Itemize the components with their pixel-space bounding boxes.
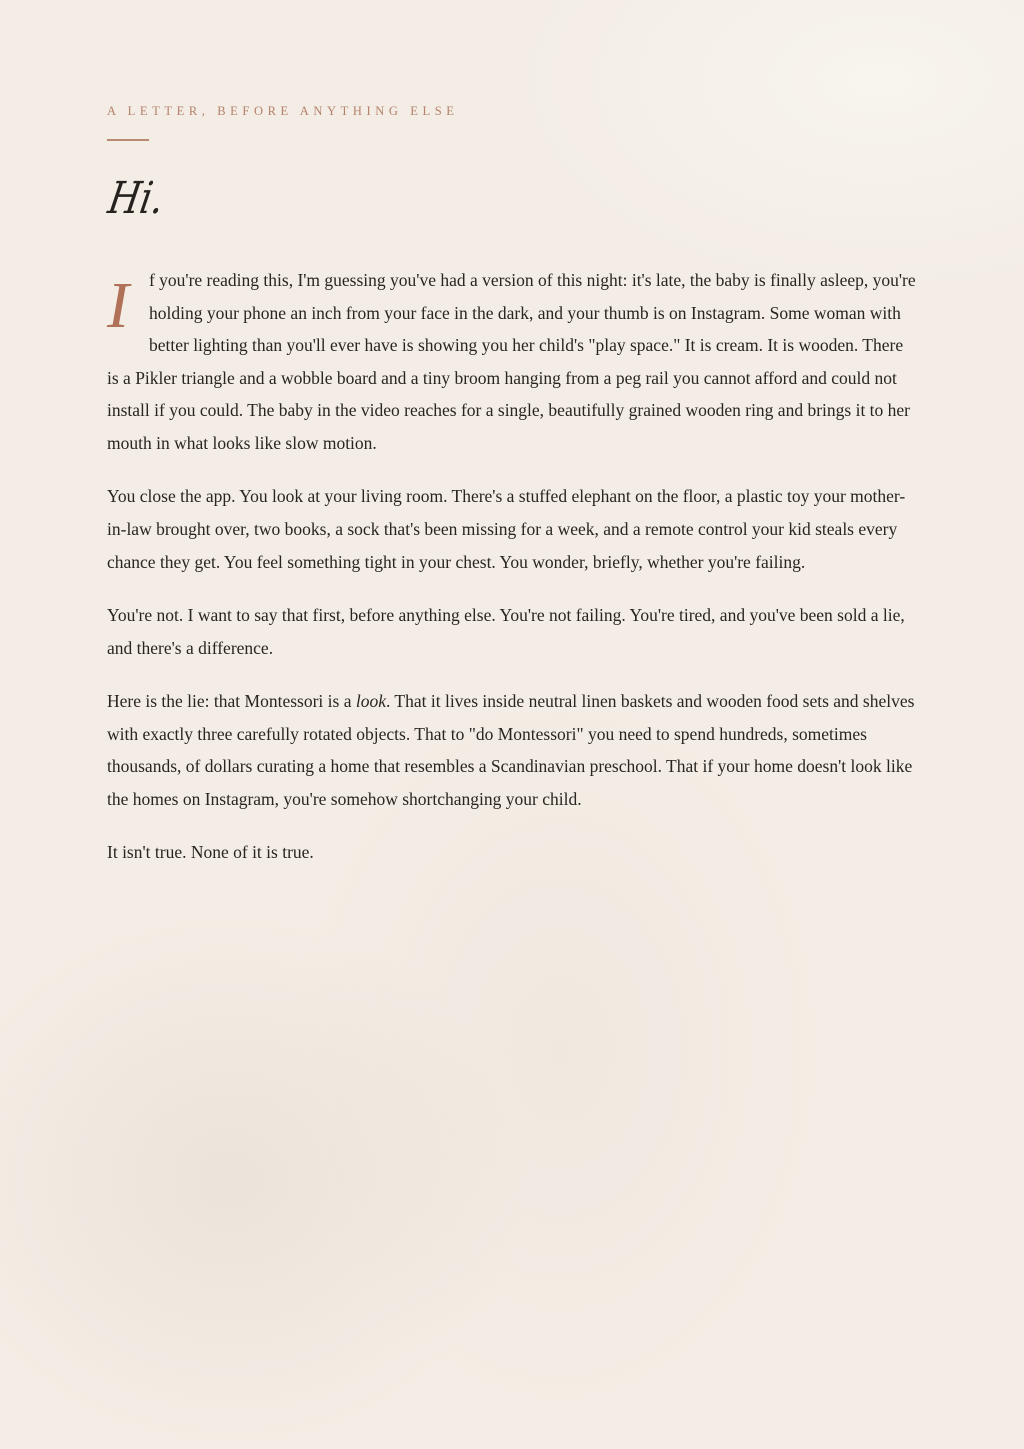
- paragraph-5: It isn't true. None of it is true.: [107, 842, 314, 863]
- paragraph-4: [107, 685, 919, 815]
- drop-cap: I: [107, 269, 129, 342]
- eyebrow-label: A LETTER, BEFORE ANYTHING ELSE: [107, 104, 459, 118]
- paragraph-4-text-end: . That it lives inside neutral linen baskets and wooden food sets and shelves with exactly three carefully rotated objects. That to "do Montessori" you need to spend hundreds, sometimes thousands, of dollars curating a home that resembles a Scandinavian preschool. That if your home doesn't look like the homes on Instagram, you're somehow shortchanging your child.: [107, 690, 915, 809]
- paragraph-1: [107, 264, 919, 460]
- paragraph-4-text-start: Here is the lie: that Montessori is a: [107, 690, 356, 711]
- paragraph-4-emphasis: look: [355, 690, 386, 711]
- greeting-heading: Hi.: [104, 173, 169, 224]
- letter-body: [107, 264, 919, 889]
- paragraph-2: You close the app. You look at your living room. There's a stuffed elephant on the floor, a plastic toy your mother-in-law brought over, two books, a sock that's been missing for a week, and a remote control your kid steals every chance they get. You feel something tight in your chest. You wonder, briefly, whether you're failing.: [107, 486, 906, 572]
- accent-divider: [107, 139, 149, 141]
- paragraph-3: You're not. I want to say that first, before anything else. You're not failing. You're tired, and you've been sold a lie, and there's a difference.: [107, 604, 905, 658]
- paragraph-1-text: f you're reading this, I'm guessing you've had a version of this night: it's late, the baby is finally asleep, you're holding your phone an inch from your face in the dark, and your thumb is on Instagram. Some woman with better lighting than you'll ever have is showing you her child's "play space." It is cream. It is wooden. There is a Pikler triangle and a wobble board and a tiny broom hanging from a peg rail you cannot afford and could not install if you could. The baby in the video reaches for a single, beautifully grained wooden ring and brings it to her mouth in what looks like slow motion.: [107, 270, 916, 453]
